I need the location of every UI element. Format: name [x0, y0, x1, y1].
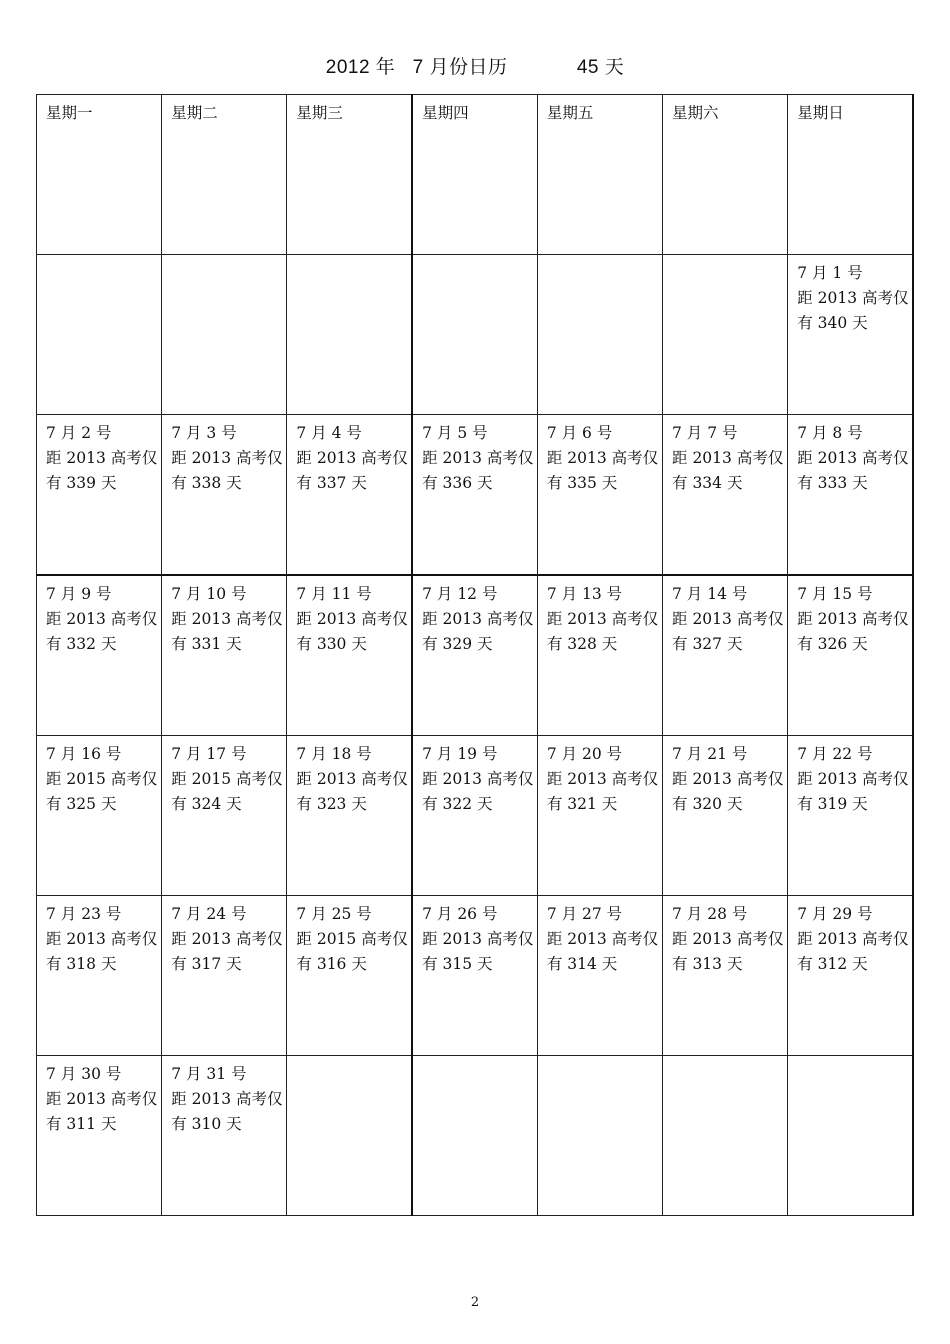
- page-number: 2: [470, 1295, 480, 1310]
- day-date-label: 7 月 27 号: [546, 905, 623, 923]
- day-countdown-label: 距 2013 高考仅: [797, 449, 909, 467]
- day-date-label: 7 月 9 号: [46, 585, 112, 603]
- day-cell: [537, 415, 662, 576]
- day-cell: [37, 896, 162, 1056]
- day-remaining-label: 有 320 天: [672, 795, 743, 813]
- day-remaining-label: 有 318 天: [46, 955, 117, 973]
- day-countdown-label: 距 2013 高考仅: [46, 449, 158, 467]
- day-date-label: 7 月 17 号: [171, 745, 247, 763]
- day-date-label: 7 月 25 号: [296, 905, 372, 923]
- day-date-label: 7 月 6 号: [546, 424, 613, 442]
- day-cell: [287, 575, 412, 736]
- day-date-label: 7 月 28 号: [672, 905, 748, 923]
- empty-day-cell: [663, 1056, 788, 1216]
- day-remaining-label: 有 310 天: [171, 1115, 242, 1133]
- day-countdown-label: 距 2013 高考仅: [171, 610, 283, 628]
- day-countdown-label: 距 2013 高考仅: [797, 289, 909, 307]
- day-remaining-label: 有 338 天: [171, 474, 242, 492]
- day-date-label: 7 月 12 号: [422, 585, 498, 603]
- day-date-label: 7 月 8 号: [797, 424, 863, 442]
- day-remaining-label: 有 336 天: [422, 474, 493, 492]
- day-cell: [412, 896, 537, 1056]
- day-countdown-label: 距 2013 高考仅: [672, 770, 784, 788]
- day-remaining-label: 有 315 天: [422, 955, 493, 973]
- day-remaining-label: 有 332 天: [46, 635, 117, 653]
- day-cell: [663, 415, 788, 576]
- day-remaining-label: 有 316 天: [296, 955, 367, 973]
- day-cell: [537, 736, 662, 896]
- week-row: [37, 1056, 914, 1216]
- day-date-label: 7 月 20 号: [546, 745, 623, 763]
- day-remaining-label: 有 322 天: [422, 795, 493, 813]
- day-remaining-label: 有 314 天: [546, 955, 618, 973]
- day-countdown-label: 距 2015 高考仅: [171, 770, 283, 788]
- weekday-header-wed: 星期三: [287, 95, 412, 255]
- day-remaining-label: 有 321 天: [546, 795, 618, 813]
- day-remaining-label: 有 340 天: [797, 314, 868, 332]
- empty-day-cell: [287, 1056, 412, 1216]
- day-countdown-label: 距 2013 高考仅: [797, 930, 909, 948]
- day-cell: [287, 736, 412, 896]
- day-date-label: 7 月 10 号: [171, 585, 247, 603]
- day-countdown-label: 距 2013 高考仅: [422, 449, 534, 467]
- page-title: 2012 年 7 月份日历 45 天: [325, 57, 625, 78]
- day-remaining-label: 有 324 天: [171, 795, 242, 813]
- empty-day-cell: [537, 1056, 662, 1216]
- day-remaining-label: 有 327 天: [672, 635, 743, 653]
- day-remaining-label: 有 323 天: [296, 795, 367, 813]
- week-row: [37, 255, 914, 415]
- day-cell: [162, 896, 287, 1056]
- day-countdown-label: 距 2013 高考仅: [171, 449, 283, 467]
- day-countdown-label: 距 2015 高考仅: [296, 930, 408, 948]
- day-date-label: 7 月 22 号: [797, 745, 873, 763]
- day-countdown-label: 距 2013 高考仅: [797, 770, 909, 788]
- day-cell: [287, 896, 412, 1056]
- calendar-table: [36, 94, 914, 1216]
- weekday-header-tue: 星期二: [162, 95, 287, 255]
- weekday-header-mon: 星期一: [37, 95, 162, 255]
- day-date-label: 7 月 23 号: [46, 905, 122, 923]
- day-countdown-label: 距 2013 高考仅: [546, 610, 659, 628]
- day-countdown-label: 距 2013 高考仅: [422, 610, 534, 628]
- week-row: [37, 415, 914, 576]
- week-row: [37, 896, 914, 1056]
- day-cell: [412, 415, 537, 576]
- day-countdown-label: 距 2015 高考仅: [46, 770, 158, 788]
- day-remaining-label: 有 329 天: [422, 635, 493, 653]
- day-remaining-label: 有 319 天: [797, 795, 868, 813]
- day-remaining-label: 有 312 天: [797, 955, 868, 973]
- day-date-label: 7 月 4 号: [296, 424, 362, 442]
- weekday-header-fri: 星期五: [537, 95, 662, 255]
- day-countdown-label: 距 2013 高考仅: [296, 449, 408, 467]
- day-date-label: 7 月 1 号: [797, 264, 863, 282]
- day-countdown-label: 距 2013 高考仅: [422, 930, 534, 948]
- day-date-label: 7 月 15 号: [797, 585, 873, 603]
- day-remaining-label: 有 337 天: [296, 474, 367, 492]
- weekday-header-sun: 星期日: [788, 95, 913, 255]
- day-cell: [412, 575, 537, 736]
- day-date-label: 7 月 24 号: [171, 905, 247, 923]
- day-cell: [37, 415, 162, 576]
- day-remaining-label: 有 317 天: [171, 955, 242, 973]
- day-date-label: 7 月 13 号: [546, 585, 623, 603]
- day-cell: [537, 896, 662, 1056]
- day-remaining-label: 有 325 天: [46, 795, 117, 813]
- day-countdown-label: 距 2013 高考仅: [546, 770, 659, 788]
- empty-day-cell: [412, 255, 537, 415]
- day-cell: [162, 575, 287, 736]
- day-cell: [663, 736, 788, 896]
- day-countdown-label: 距 2013 高考仅: [672, 930, 784, 948]
- weekday-header-sat: 星期六: [663, 95, 788, 255]
- day-countdown-label: 距 2013 高考仅: [797, 610, 909, 628]
- day-countdown-label: 距 2013 高考仅: [672, 610, 784, 628]
- empty-day-cell: [663, 255, 788, 415]
- day-cell: [663, 896, 788, 1056]
- empty-day-cell: [788, 1056, 913, 1216]
- day-cell: [162, 415, 287, 576]
- day-remaining-label: 有 334 天: [672, 474, 743, 492]
- day-date-label: 7 月 5 号: [422, 424, 488, 442]
- day-remaining-label: 有 330 天: [296, 635, 367, 653]
- day-countdown-label: 距 2013 高考仅: [546, 930, 659, 948]
- day-date-label: 7 月 26 号: [422, 905, 498, 923]
- day-countdown-label: 距 2013 高考仅: [46, 1090, 158, 1108]
- day-countdown-label: 距 2013 高考仅: [422, 770, 534, 788]
- empty-day-cell: [37, 255, 162, 415]
- empty-day-cell: [162, 255, 287, 415]
- day-remaining-label: 有 326 天: [797, 635, 868, 653]
- day-remaining-label: 有 333 天: [797, 474, 868, 492]
- day-date-label: 7 月 18 号: [296, 745, 372, 763]
- day-date-label: 7 月 14 号: [672, 585, 748, 603]
- day-cell: [412, 736, 537, 896]
- week-row: [37, 575, 914, 736]
- day-remaining-label: 有 331 天: [171, 635, 242, 653]
- day-countdown-label: 距 2013 高考仅: [296, 610, 408, 628]
- day-remaining-label: 有 328 天: [546, 635, 618, 653]
- day-cell: [788, 255, 913, 415]
- day-date-label: 7 月 19 号: [422, 745, 498, 763]
- day-cell: [663, 575, 788, 736]
- weekday-header-thu: 星期四: [412, 95, 537, 255]
- day-countdown-label: 距 2013 高考仅: [672, 449, 784, 467]
- week-row: [37, 736, 914, 896]
- day-remaining-label: 有 335 天: [546, 474, 618, 492]
- day-date-label: 7 月 2 号: [46, 424, 112, 442]
- calendar-body: [37, 95, 914, 1216]
- day-date-label: 7 月 7 号: [672, 424, 738, 442]
- day-date-label: 7 月 11 号: [296, 585, 372, 603]
- day-cell: [788, 736, 913, 896]
- day-cell: [162, 1056, 287, 1216]
- day-remaining-label: 有 339 天: [46, 474, 117, 492]
- empty-day-cell: [412, 1056, 537, 1216]
- day-date-label: 7 月 31 号: [171, 1065, 247, 1083]
- day-cell: [162, 736, 287, 896]
- day-cell: [37, 736, 162, 896]
- day-date-label: 7 月 16 号: [46, 745, 122, 763]
- day-cell: [37, 575, 162, 736]
- day-cell: [37, 1056, 162, 1216]
- day-date-label: 7 月 21 号: [672, 745, 748, 763]
- day-cell: [788, 415, 913, 576]
- day-date-label: 7 月 29 号: [797, 905, 873, 923]
- day-countdown-label: 距 2013 高考仅: [171, 1090, 283, 1108]
- day-cell: [788, 896, 913, 1056]
- empty-day-cell: [537, 255, 662, 415]
- day-remaining-label: 有 311 天: [46, 1115, 117, 1133]
- day-countdown-label: 距 2013 高考仅: [46, 930, 158, 948]
- day-cell: [788, 575, 913, 736]
- day-date-label: 7 月 3 号: [171, 424, 237, 442]
- day-countdown-label: 距 2013 高考仅: [546, 449, 659, 467]
- day-cell: [537, 575, 662, 736]
- day-countdown-label: 距 2013 高考仅: [46, 610, 158, 628]
- header-row: [37, 95, 914, 255]
- day-countdown-label: 距 2013 高考仅: [171, 930, 283, 948]
- day-remaining-label: 有 313 天: [672, 955, 743, 973]
- empty-day-cell: [287, 255, 412, 415]
- day-countdown-label: 距 2013 高考仅: [296, 770, 408, 788]
- day-date-label: 7 月 30 号: [46, 1065, 122, 1083]
- day-cell: [287, 415, 412, 576]
